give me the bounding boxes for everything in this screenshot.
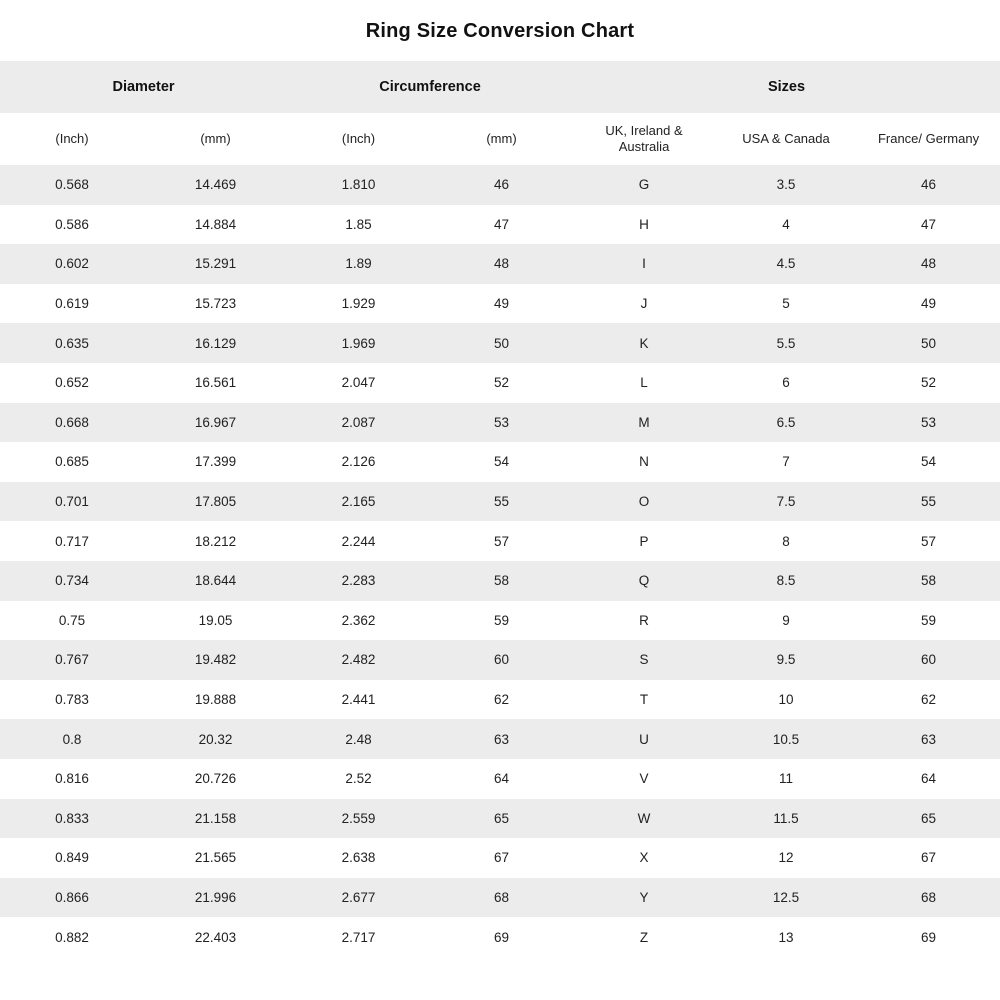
column-header-circumference-mm: (mm) [430, 113, 573, 165]
table-cell: 55 [857, 482, 1000, 522]
table-cell: X [573, 838, 715, 878]
table-cell: 0.635 [0, 323, 144, 363]
table-cell: 4 [715, 205, 857, 245]
table-cell: 0.783 [0, 680, 144, 720]
table-row [0, 838, 1000, 878]
group-header-diameter: Diameter [0, 61, 287, 113]
table-cell: 62 [430, 680, 573, 720]
table-cell: 12 [715, 838, 857, 878]
table-cell: 65 [430, 799, 573, 839]
table-cell: G [573, 165, 715, 205]
table-cell: 22.403 [144, 917, 287, 957]
table-cell: 52 [430, 363, 573, 403]
table-cell: 50 [430, 323, 573, 363]
table-cell: 67 [430, 838, 573, 878]
table-cell: I [573, 244, 715, 284]
table-cell: 19.888 [144, 680, 287, 720]
column-header-uk-ireland-australia: UK, Ireland & Australia [573, 113, 715, 165]
table-cell: Y [573, 878, 715, 918]
table-cell: 69 [430, 917, 573, 957]
table-row [0, 521, 1000, 561]
table-cell: N [573, 442, 715, 482]
table-cell: 0.619 [0, 284, 144, 324]
table-cell: 15.291 [144, 244, 287, 284]
table-row [0, 442, 1000, 482]
table-group-header-row [0, 61, 1000, 113]
table-cell: 0.833 [0, 799, 144, 839]
table-cell: 1.85 [287, 205, 430, 245]
table-cell: 2.047 [287, 363, 430, 403]
table-cell: 10.5 [715, 719, 857, 759]
table-cell: 14.884 [144, 205, 287, 245]
table-cell: 59 [430, 601, 573, 641]
table-sub-header-row [0, 113, 1000, 165]
table-row [0, 799, 1000, 839]
ring-size-table [0, 61, 1000, 957]
table-cell: 64 [857, 759, 1000, 799]
table-cell: 60 [430, 640, 573, 680]
table-cell: 11.5 [715, 799, 857, 839]
table-cell: 21.565 [144, 838, 287, 878]
table-cell: 0.816 [0, 759, 144, 799]
table-cell: R [573, 601, 715, 641]
table-cell: 15.723 [144, 284, 287, 324]
table-cell: 2.087 [287, 403, 430, 443]
table-cell: K [573, 323, 715, 363]
table-cell: 50 [857, 323, 1000, 363]
table-cell: 16.129 [144, 323, 287, 363]
table-row [0, 244, 1000, 284]
table-cell: P [573, 521, 715, 561]
table-cell: 20.32 [144, 719, 287, 759]
table-cell: 5 [715, 284, 857, 324]
table-cell: 48 [430, 244, 573, 284]
table-cell: 1.810 [287, 165, 430, 205]
table-cell: 10 [715, 680, 857, 720]
table-cell: 9 [715, 601, 857, 641]
table-cell: 48 [857, 244, 1000, 284]
table-row [0, 561, 1000, 601]
table-cell: 2.677 [287, 878, 430, 918]
table-cell: 1.969 [287, 323, 430, 363]
table-cell: 11 [715, 759, 857, 799]
table-cell: 68 [857, 878, 1000, 918]
table-row [0, 205, 1000, 245]
table-cell: V [573, 759, 715, 799]
table-cell: 1.89 [287, 244, 430, 284]
table-cell: H [573, 205, 715, 245]
table-cell: 5.5 [715, 323, 857, 363]
table-cell: 67 [857, 838, 1000, 878]
table-row [0, 719, 1000, 759]
table-cell: 0.849 [0, 838, 144, 878]
table-cell: 19.482 [144, 640, 287, 680]
column-header-diameter-mm: (mm) [144, 113, 287, 165]
table-cell: T [573, 680, 715, 720]
table-row [0, 482, 1000, 522]
table-cell: 69 [857, 917, 1000, 957]
table-cell: 13 [715, 917, 857, 957]
page-title: Ring Size Conversion Chart [365, 20, 635, 42]
table-cell: 2.244 [287, 521, 430, 561]
table-row [0, 323, 1000, 363]
table-cell: 60 [857, 640, 1000, 680]
table-cell: 0.75 [0, 601, 144, 641]
table-cell: 7 [715, 442, 857, 482]
table-cell: 65 [857, 799, 1000, 839]
table-cell: 9.5 [715, 640, 857, 680]
table-cell: 62 [857, 680, 1000, 720]
table-cell: 58 [857, 561, 1000, 601]
group-header-sizes: Sizes [573, 61, 1000, 113]
table-cell: 0.652 [0, 363, 144, 403]
table-row [0, 917, 1000, 957]
table-header [0, 61, 1000, 165]
table-row [0, 165, 1000, 205]
table-row [0, 403, 1000, 443]
table-cell: 47 [857, 205, 1000, 245]
table-cell: Z [573, 917, 715, 957]
table-cell: 53 [430, 403, 573, 443]
table-cell: 3.5 [715, 165, 857, 205]
group-header-circumference: Circumference [287, 61, 573, 113]
table-cell: 0.734 [0, 561, 144, 601]
table-cell: 2.126 [287, 442, 430, 482]
table-cell: 0.882 [0, 917, 144, 957]
table-cell: 0.701 [0, 482, 144, 522]
table-cell: J [573, 284, 715, 324]
table-cell: 63 [430, 719, 573, 759]
table-cell: 64 [430, 759, 573, 799]
table-cell: 54 [430, 442, 573, 482]
table-cell: 0.568 [0, 165, 144, 205]
table-cell: 0.668 [0, 403, 144, 443]
table-cell: S [573, 640, 715, 680]
table-cell: 18.212 [144, 521, 287, 561]
table-cell: 6 [715, 363, 857, 403]
table-cell: 59 [857, 601, 1000, 641]
table-cell: 57 [857, 521, 1000, 561]
table-cell: 2.165 [287, 482, 430, 522]
column-header-circumference-inch: (Inch) [287, 113, 430, 165]
table-cell: 2.283 [287, 561, 430, 601]
table-cell: 7.5 [715, 482, 857, 522]
table-cell: 0.602 [0, 244, 144, 284]
table-cell: 2.482 [287, 640, 430, 680]
table-cell: 46 [857, 165, 1000, 205]
table-cell: M [573, 403, 715, 443]
table-cell: 2.362 [287, 601, 430, 641]
table-cell: 63 [857, 719, 1000, 759]
column-header-france-germany: France/ Germany [857, 113, 1000, 165]
table-cell: 52 [857, 363, 1000, 403]
table-cell: 8 [715, 521, 857, 561]
table-cell: 46 [430, 165, 573, 205]
table-cell: 55 [430, 482, 573, 522]
table-cell: 8.5 [715, 561, 857, 601]
table-cell: 0.717 [0, 521, 144, 561]
table-cell: 21.996 [144, 878, 287, 918]
table-cell: 0.685 [0, 442, 144, 482]
table-cell: 58 [430, 561, 573, 601]
table-cell: 2.52 [287, 759, 430, 799]
table-cell: W [573, 799, 715, 839]
table-cell: 1.929 [287, 284, 430, 324]
table-cell: 2.638 [287, 838, 430, 878]
table-cell: 4.5 [715, 244, 857, 284]
table-row [0, 601, 1000, 641]
table-cell: 20.726 [144, 759, 287, 799]
table-cell: 68 [430, 878, 573, 918]
table-row [0, 284, 1000, 324]
table-cell: L [573, 363, 715, 403]
table-row [0, 680, 1000, 720]
table-cell: 2.717 [287, 917, 430, 957]
table-body [0, 165, 1000, 957]
table-cell: 14.469 [144, 165, 287, 205]
table-row [0, 363, 1000, 403]
table-cell: 12.5 [715, 878, 857, 918]
table-cell: 2.559 [287, 799, 430, 839]
table-cell: 0.866 [0, 878, 144, 918]
table-cell: 0.8 [0, 719, 144, 759]
table-cell: 2.48 [287, 719, 430, 759]
table-cell: 0.767 [0, 640, 144, 680]
table-cell: 18.644 [144, 561, 287, 601]
table-cell: 57 [430, 521, 573, 561]
table-cell: 47 [430, 205, 573, 245]
column-header-usa-canada: USA & Canada [715, 113, 857, 165]
table-cell: 49 [430, 284, 573, 324]
table-cell: 2.441 [287, 680, 430, 720]
table-cell: 16.967 [144, 403, 287, 443]
table-cell: 6.5 [715, 403, 857, 443]
table-cell: 53 [857, 403, 1000, 443]
table-cell: 0.586 [0, 205, 144, 245]
table-cell: 17.805 [144, 482, 287, 522]
table-cell: Q [573, 561, 715, 601]
table-cell: O [573, 482, 715, 522]
table-row [0, 878, 1000, 918]
table-cell: 21.158 [144, 799, 287, 839]
column-header-diameter-inch: (Inch) [0, 113, 144, 165]
table-cell: 19.05 [144, 601, 287, 641]
table-cell: 16.561 [144, 363, 287, 403]
table-cell: 49 [857, 284, 1000, 324]
table-cell: 17.399 [144, 442, 287, 482]
table-row [0, 759, 1000, 799]
table-cell: U [573, 719, 715, 759]
table-cell: 54 [857, 442, 1000, 482]
table-row [0, 640, 1000, 680]
